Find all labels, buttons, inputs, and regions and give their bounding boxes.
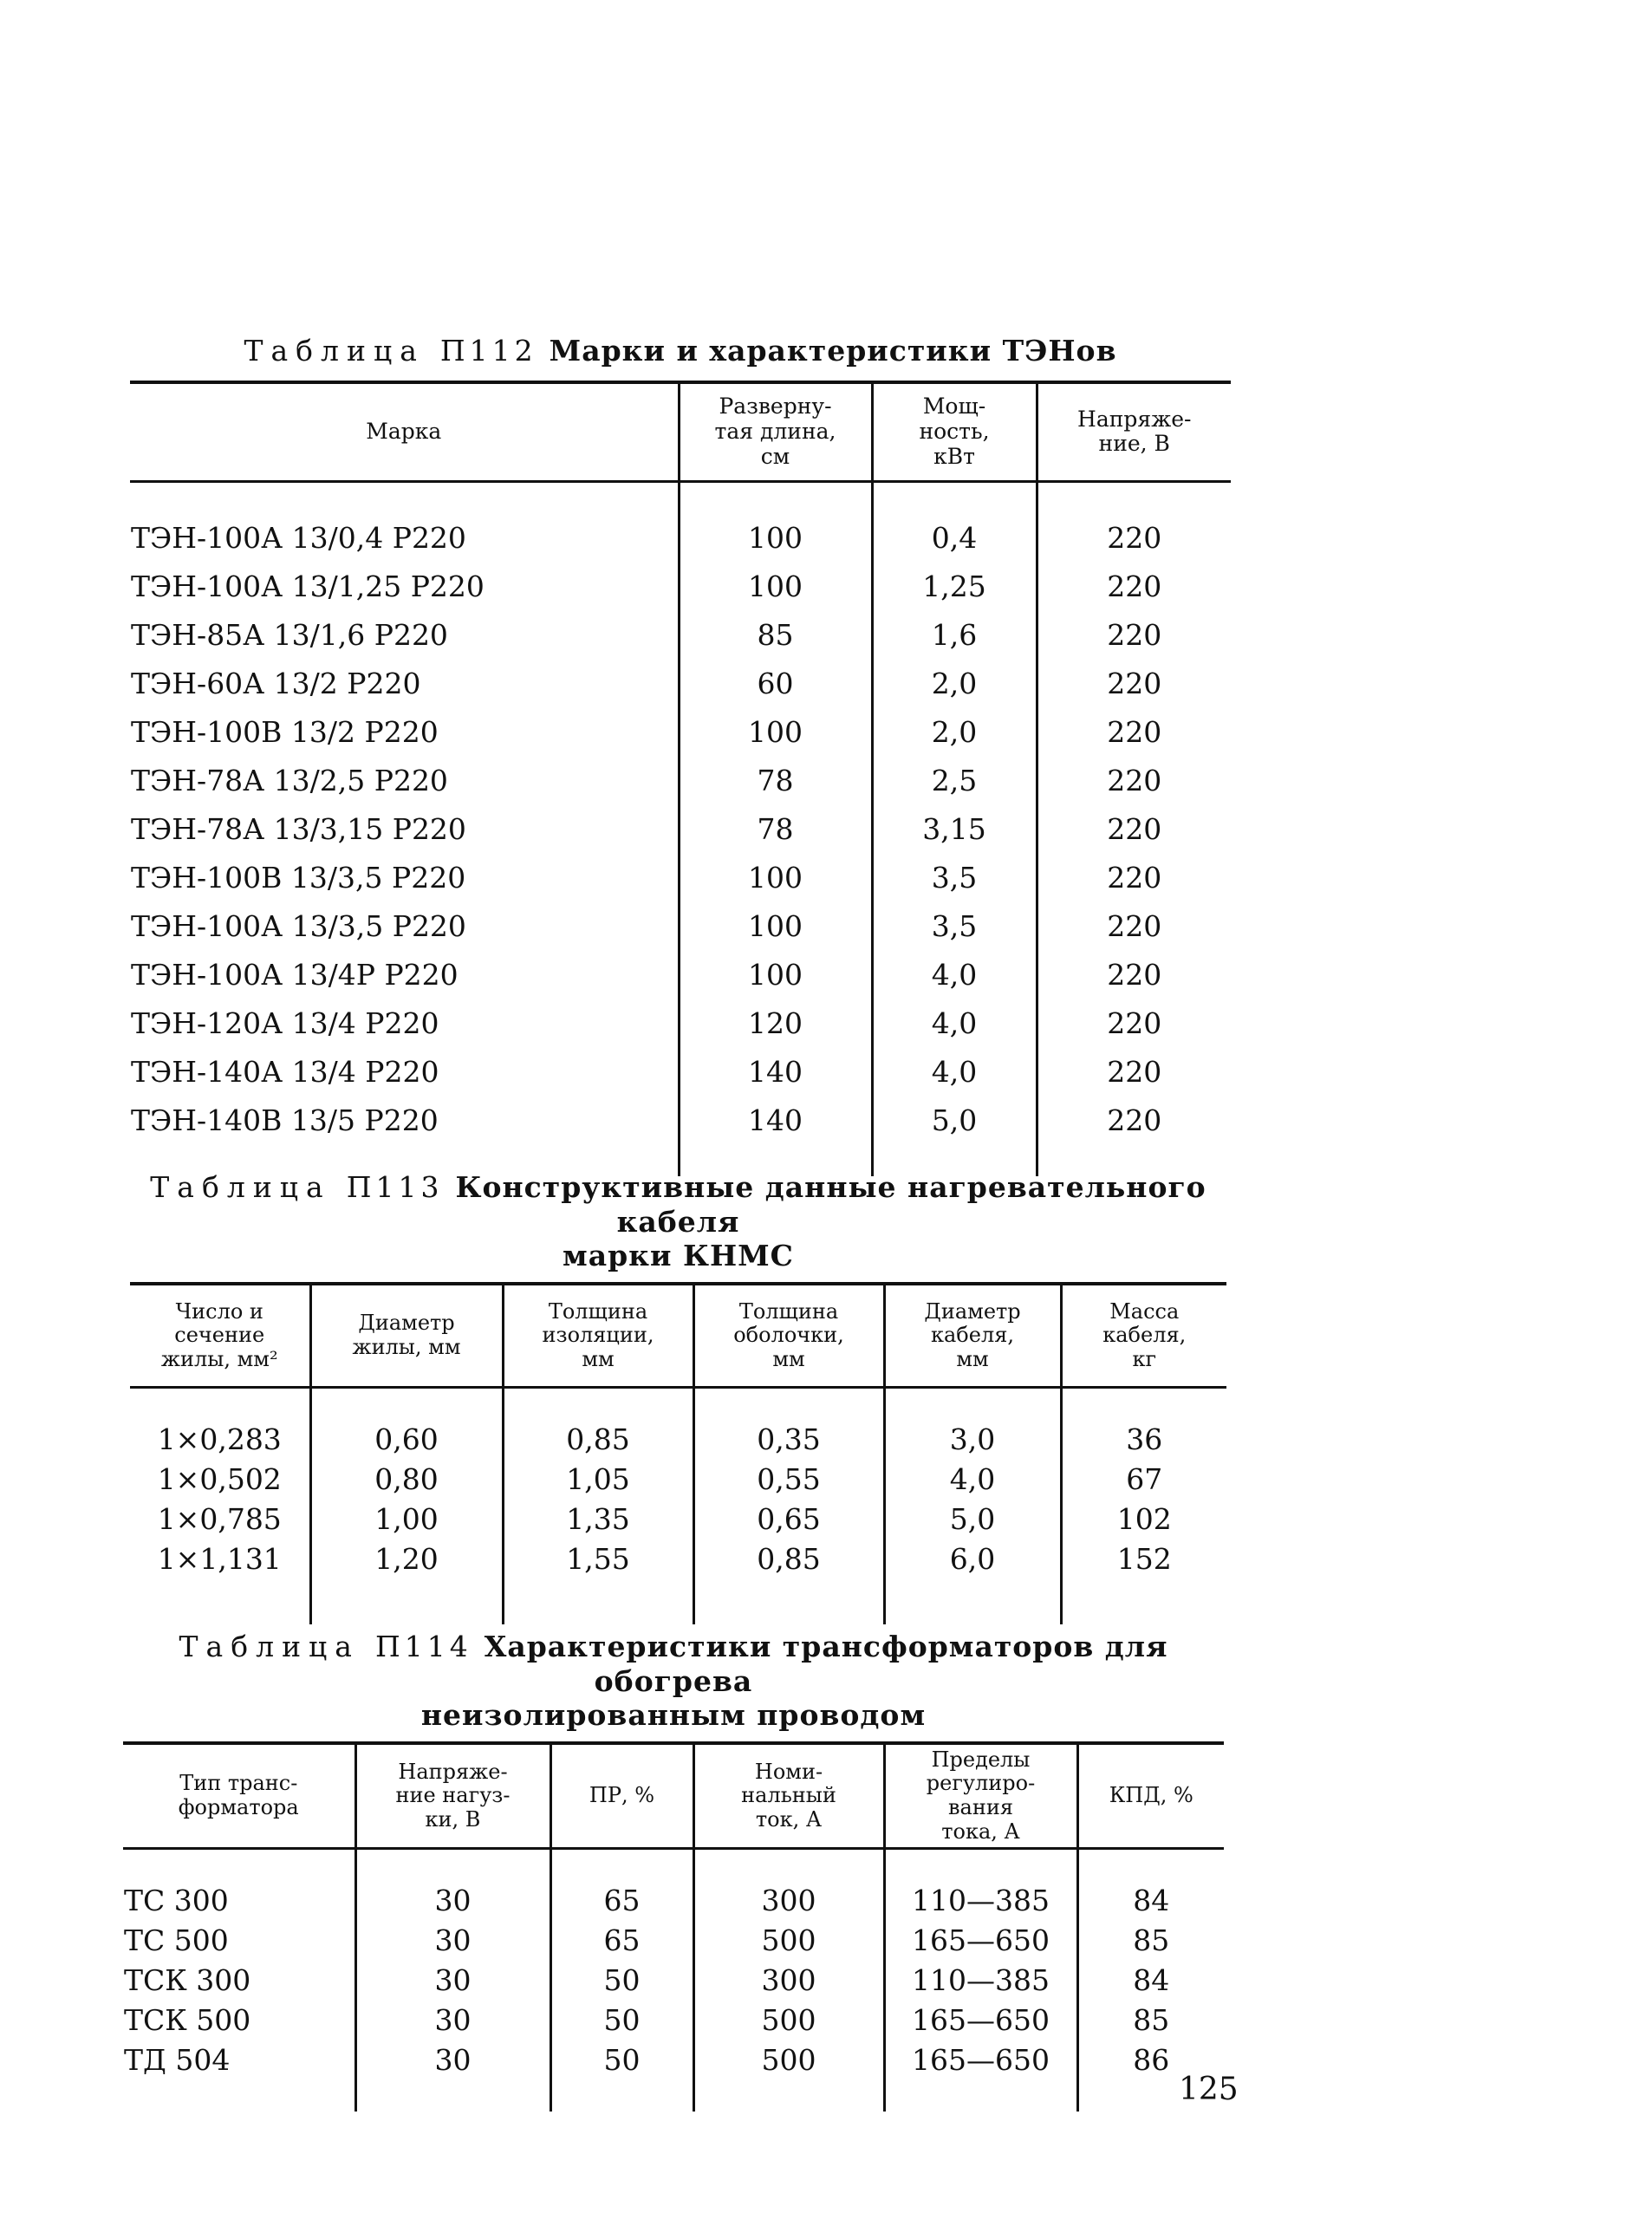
table-header-row [130, 1284, 1226, 1388]
table-p113-block [130, 1170, 1226, 1624]
column-header: Напряже- ние, В [1037, 382, 1231, 482]
table-row: ТЭН-100А 13/4Р Р220 100 4,0 220 [130, 951, 1231, 999]
table-spacer-row [123, 2080, 1224, 2112]
table-row: ТЭН-100А 13/3,5 Р220 100 3,5 220 [130, 902, 1231, 951]
table-spacer-row [130, 1579, 1226, 1624]
table-row: ТЭН-85А 13/1,6 Р220 85 1,6 220 [130, 611, 1231, 660]
table-row: ТС 300 30 65 300 110—385 84 [123, 1881, 1224, 1921]
table-p114-caption: Таблица П114 Характеристики трансформаторов для обогрева неизолированным проводом [179, 1630, 1168, 1733]
table-p113 [130, 1282, 1226, 1625]
table-row: ТЭН-140А 13/4 Р220 140 4,0 220 [130, 1048, 1231, 1096]
table-row: ТД 504 30 50 500 165—650 86 [123, 2040, 1224, 2080]
column-header: Напряже- ние нагуз- ки, В [355, 1743, 550, 1849]
table-row: ТЭН-78А 13/2,5 Р220 78 2,5 220 [130, 757, 1231, 805]
table-row: ТЭН-120А 13/4 Р220 120 4,0 220 [130, 999, 1231, 1048]
table-row: ТЭН-100В 13/3,5 Р220 100 3,5 220 [130, 854, 1231, 902]
table-row: ТЭН-100В 13/2 Р220 100 2,0 220 [130, 708, 1231, 757]
table-spacer-row [123, 1849, 1224, 1882]
table-row: 1×1,131 1,20 1,55 0,85 6,0 152 [130, 1539, 1226, 1579]
column-header: Разверну- тая длина, см [679, 382, 872, 482]
table-header-row [123, 1743, 1224, 1849]
table-header-row [130, 382, 1231, 482]
table-p113-caption: Таблица П113 Конструктивные данные нагревательного кабеля марки КНМС [150, 1170, 1206, 1273]
column-header: Пределы регулиро- вания тока, А [884, 1743, 1077, 1849]
column-header: Толщина изоляции, мм [503, 1284, 693, 1388]
table-p114 [123, 1741, 1224, 2112]
column-header: Диаметр кабеля, мм [884, 1284, 1061, 1388]
column-header: ПР, % [550, 1743, 693, 1849]
column-header: Число и сечение жилы, мм² [130, 1284, 310, 1388]
column-header: Толщина оболочки, мм [693, 1284, 884, 1388]
table-row: 1×0,785 1,00 1,35 0,65 5,0 102 [130, 1500, 1226, 1539]
column-header: Тип транс- форматора [123, 1743, 355, 1849]
table-row: ТСК 300 30 50 300 110—385 84 [123, 1961, 1224, 2001]
column-header: КПД, % [1077, 1743, 1224, 1849]
page-number: 125 [1179, 2072, 1239, 2107]
column-header: Мощ- ность, кВт [872, 382, 1037, 482]
table-spacer-row [130, 1388, 1226, 1421]
table-p112 [130, 381, 1231, 1177]
table-row: ТЭН-78А 13/3,15 Р220 78 3,15 220 [130, 805, 1231, 854]
table-p112-caption: Таблица П112 Марки и характеристики ТЭНов [244, 334, 1117, 368]
table-row: ТЭН-100А 13/1,25 Р220 100 1,25 220 [130, 563, 1231, 611]
column-header: Марка [130, 382, 679, 482]
table-row: ТСК 500 30 50 500 165—650 85 [123, 2001, 1224, 2040]
table-row: ТЭН-100А 13/0,4 Р220 100 0,4 220 [130, 514, 1231, 563]
table-row: 1×0,283 0,60 0,85 0,35 3,0 36 [130, 1420, 1226, 1460]
table-row: ТС 500 30 65 500 165—650 85 [123, 1921, 1224, 1961]
table-row: ТЭН-60А 13/2 Р220 60 2,0 220 [130, 660, 1231, 708]
column-header: Диаметр жилы, мм [310, 1284, 503, 1388]
table-p112-block [130, 334, 1231, 1176]
column-header: Номи- нальный ток, А [693, 1743, 884, 1849]
table-spacer-row [130, 482, 1231, 515]
table-row: ТЭН-140В 13/5 Р220 140 5,0 220 [130, 1096, 1231, 1145]
table-p114-block [123, 1630, 1224, 2112]
column-header: Масса кабеля, кг [1061, 1284, 1226, 1388]
table-row: 1×0,502 0,80 1,05 0,55 4,0 67 [130, 1460, 1226, 1500]
